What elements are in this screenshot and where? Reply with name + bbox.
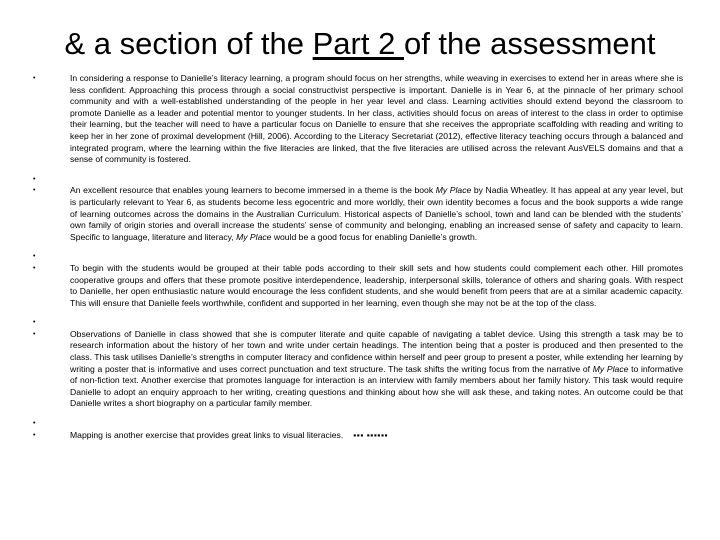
paragraph-program-focus: In considering a response to Danielle’s literacy learning, a program should focus on her strengths, while weaving in exercises to extend her in areas where she is less confident. Approaching this process through a social constructivist perspective is important. Danielle is in Year 6, at the pinnacle of her primary school community and with a well-established understanding of the people in her year level and class. Learning activities should extend beyond the classroom to promote Danielle as a leader and potential mentor to younger students. In her class, activities should focus on areas of interest to the class in order to optimise their learning, but the teacher will need to have a particular focus on Danielle to ensure that she receives the appropriate scaffolding with reading and writing to keep her in her zone of proximal development (Hill, 2006). According to the Literacy Secretariat (2012), effective literacy teaching occurs through a balanced and integrated program, where the learning within the five literacies are linked, that the five literacies are utilised across the relevant AusVELS domains and that a sense of community is fostered.	[70, 73, 683, 165]
bullet-icon: •	[33, 253, 36, 261]
bullet-icon: •	[33, 187, 36, 195]
bullet-icon: •	[33, 319, 36, 327]
title-underlined-text: Part 2	[312, 26, 404, 61]
bullet-icon: •	[33, 175, 36, 183]
list-item	[33, 430, 683, 442]
list-item-empty	[33, 418, 683, 430]
list-item-empty	[33, 317, 683, 329]
list-item-empty	[33, 174, 683, 186]
list-item	[33, 185, 683, 243]
paragraph-my-place-resource: An excellent resource that enables young learners to become immersed in a theme is the book My Place by Nadia Wheatley. It has appeal at any year level, but is particularly relevant to Year 6, as students become less egocentric and more worldly, their own identity becomes a focus and the book supports a wide range of learning outcomes across the domains in the Australian Curriculum. Historical aspects of Danielle’s school, town and land can be blended with the students’ own family of origin stories and overall increase the students’ sense of community and belonging, enabling an increased sense of safety and capacity to learn. Specific to language, literature and literacy, My Place would be a good focus for enabling Danielle’s growth.	[70, 185, 684, 242]
list-item-empty	[33, 251, 683, 263]
bullet-icon: •	[33, 264, 36, 272]
list-item	[33, 263, 683, 309]
bullet-icon: •	[33, 330, 36, 338]
slide-title	[0, 24, 720, 64]
bullet-icon: •	[33, 431, 36, 439]
paragraph-mapping: Mapping is another exercise that provides great links to visual literacies. ▪▪▪ ▪▪▪▪▪▪	[70, 429, 389, 440]
bullet-list	[33, 73, 683, 441]
title-text-before: & a section of the	[64, 26, 313, 61]
list-item	[33, 329, 683, 410]
paragraph-computer-literacy: Observations of Danielle in class showed that she is computer literate and quite capable of navigating a tablet device. Using this strength a task may be to research information about the history of her town and write under certain headings. The intention being that a poster is produced and then presented to the class. This task utilises Danielle’s strengths in computer literacy and confidence within herself and peer group to present a poster, while extending her learning by writing a poster that is informative and uses correct punctuation and text structure. The task shifts the writing focus from the narrative of My Place to informative of non-fiction text. Another exercise that promotes language for interaction is an interview with family members about her family history. This task would require Danielle to adopt an enquiry approach to her writing, creating questions and thinking about how she will ask these, and taking notes. An outcome could be that Danielle writes a short biography on a particular family member.	[70, 328, 683, 409]
paragraph-cooperative-groups: To begin with the students would be grouped at their table pods according to their skill sets and how students could complement each other. Hill promotes cooperative groups and offers that these promote positive interdependence, leadership, interpersonal skills, tolerance of others and sharing goals. With respect to Danielle, her open enthusiastic nature would encourage the less confident students, and she would benefit from peers that are at a similar academic capacity. This will ensure that Danielle feels worthwhile, confident and supported in her learning, even though she may not be at the top of the class.	[70, 262, 683, 308]
ellipsis-dots: ▪▪▪ ▪▪▪▪▪▪	[353, 429, 389, 440]
title-text-after: of the assessment	[403, 26, 656, 61]
bullet-icon: •	[33, 75, 36, 82]
bullet-icon: •	[33, 420, 36, 428]
list-item	[33, 73, 683, 166]
